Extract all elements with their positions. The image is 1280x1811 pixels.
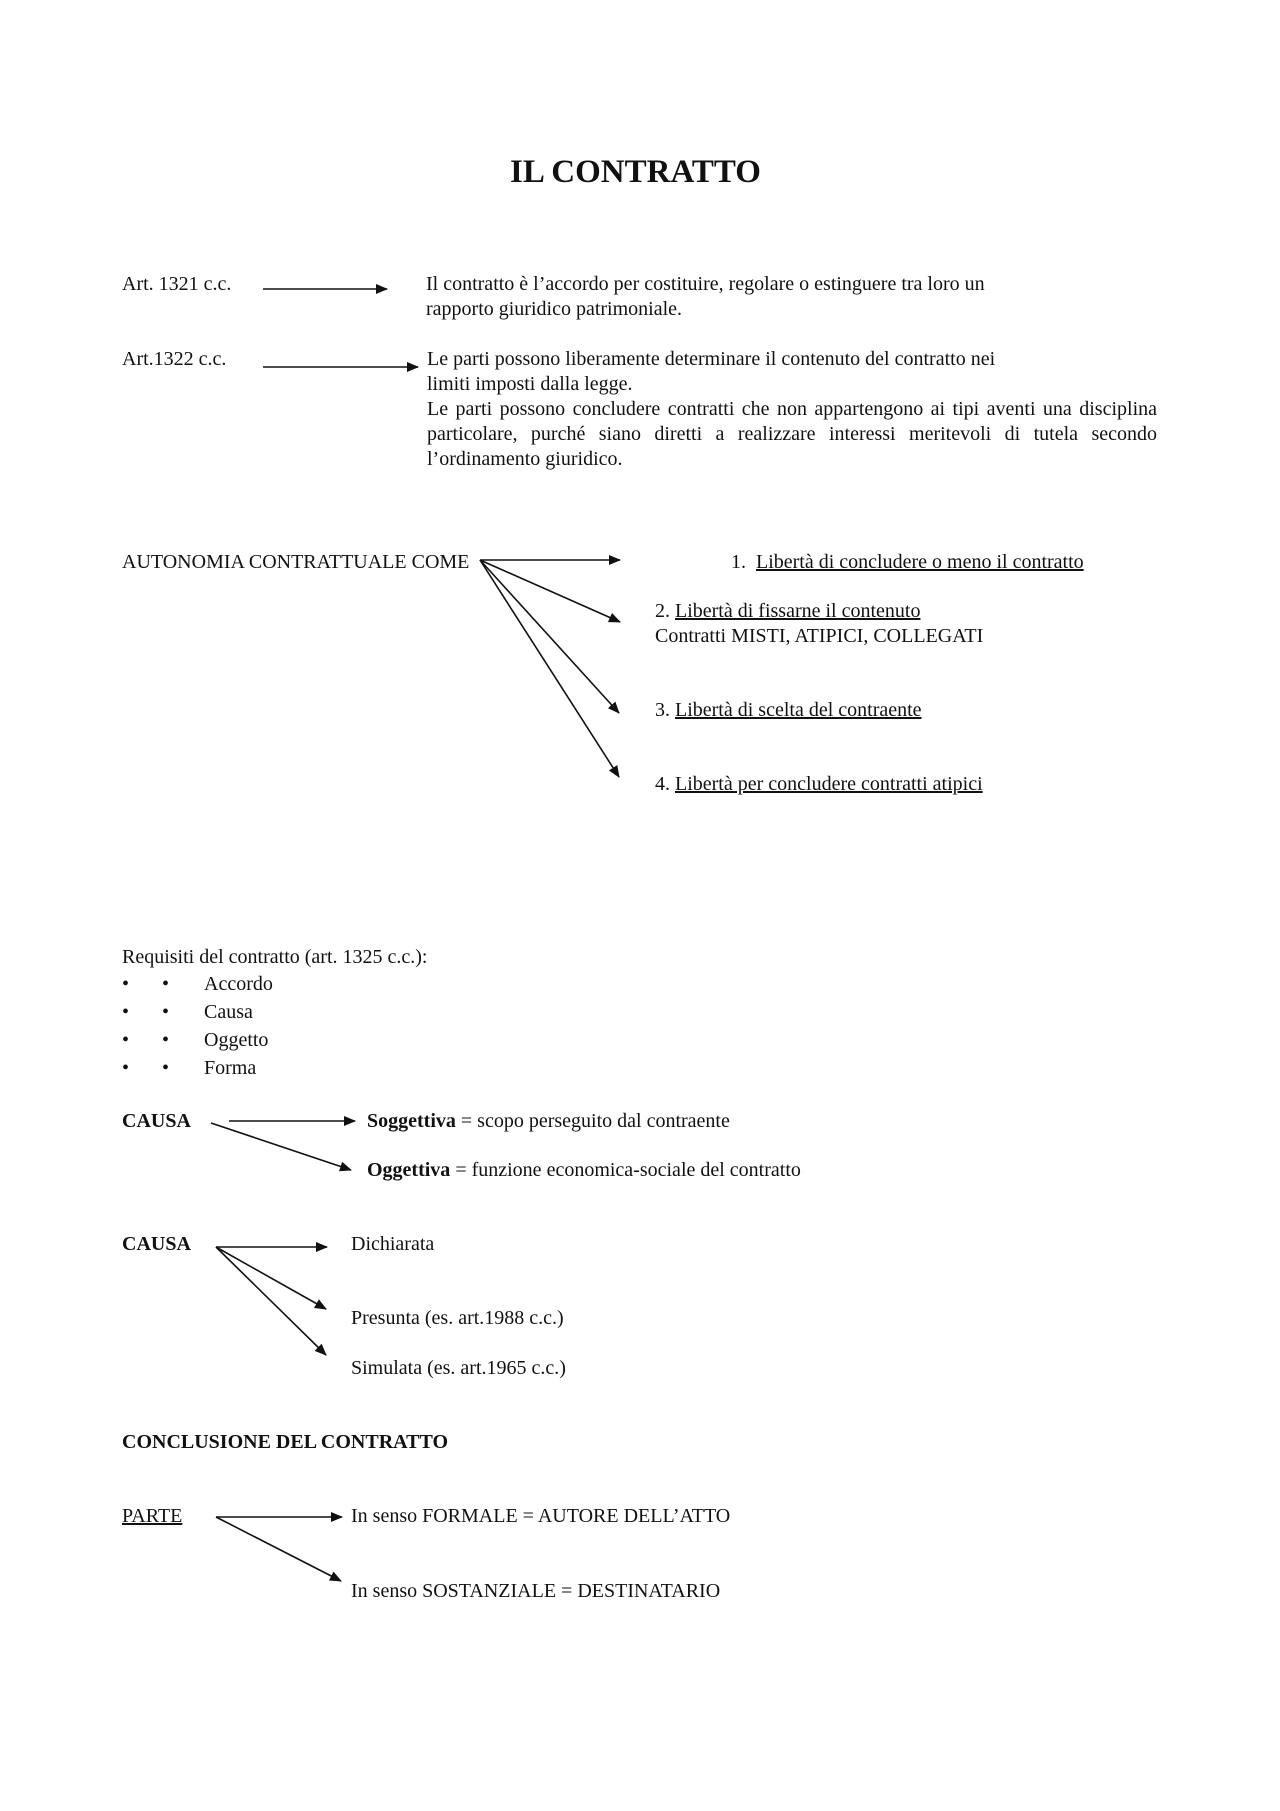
arrow-autonomia-3 bbox=[480, 560, 619, 713]
arrow-causa-oggettiva bbox=[211, 1123, 351, 1170]
requisiti-item-accordo: Accordo bbox=[204, 973, 273, 995]
autonomia-item-2-sub: Contratti MISTI, ATIPICI, COLLEGATI bbox=[655, 625, 984, 647]
article-1321-line-2: rapporto giuridico patrimoniale. bbox=[426, 298, 683, 320]
requisiti-bullet: • bbox=[162, 1057, 170, 1079]
autonomia-item-3-text: Libertà di scelta del contraente bbox=[675, 699, 922, 721]
requisiti-bullet: • bbox=[162, 1001, 170, 1023]
arrow-autonomia-4 bbox=[480, 560, 619, 777]
requisiti-bullet: • bbox=[162, 973, 170, 995]
causa-label-2: CAUSA bbox=[122, 1233, 191, 1255]
requisiti-item-oggetto: Oggetto bbox=[204, 1029, 269, 1051]
arrow-causa-presunta bbox=[216, 1247, 326, 1309]
requisiti-bullet: • bbox=[122, 1029, 130, 1051]
autonomia-item-1-text: Libertà di concludere o meno il contratto bbox=[756, 551, 1084, 573]
autonomia-item-2-num: 2. bbox=[655, 600, 670, 622]
requisiti-bullet: • bbox=[122, 1001, 130, 1023]
autonomia-item-1-num: 1. bbox=[731, 551, 746, 573]
causa-label-1: CAUSA bbox=[122, 1110, 191, 1132]
conclusione-heading: CONCLUSIONE DEL CONTRATTO bbox=[122, 1431, 448, 1453]
causa-soggettiva-def: = scopo perseguito dal contraente bbox=[455, 1110, 730, 1132]
requisiti-heading: Requisiti del contratto (art. 1325 c.c.): bbox=[122, 946, 428, 968]
causa-soggettiva-term: Soggettiva bbox=[367, 1110, 456, 1132]
parte-label: PARTE bbox=[122, 1505, 183, 1527]
article-ref-1321: Art. 1321 c.c. bbox=[122, 273, 232, 295]
article-1322-line-1: Le parti possono liberamente determinare il contenuto del contratto nei bbox=[427, 348, 996, 370]
arrow-autonomia-2 bbox=[480, 560, 620, 622]
autonomia-item-4-num: 4. bbox=[655, 773, 670, 795]
requisiti-item-forma: Forma bbox=[204, 1057, 257, 1079]
requisiti-bullet: • bbox=[122, 1057, 130, 1079]
requisiti-bullet: • bbox=[122, 973, 130, 995]
autonomia-item-3-num: 3. bbox=[655, 699, 670, 721]
autonomia-item-4-text: Libertà per concludere contratti atipici bbox=[675, 773, 983, 795]
parte-formale: In senso FORMALE = AUTORE DELL’ATTO bbox=[351, 1505, 731, 1527]
arrow-parte-sostanziale bbox=[216, 1517, 341, 1581]
causa-oggettiva-def: = funzione economica-sociale del contratto bbox=[450, 1159, 801, 1181]
article-1321-line-1: Il contratto è l’accordo per costituire, regolare o estinguere tra loro un bbox=[426, 273, 985, 295]
article-1322-line-2: limiti imposti dalla legge. bbox=[427, 373, 633, 395]
causa-presunta: Presunta (es. art.1988 c.c.) bbox=[351, 1307, 564, 1329]
autonomia-label: AUTONOMIA CONTRATTUALE COME bbox=[122, 551, 470, 573]
causa-oggettiva-term: Oggettiva bbox=[367, 1159, 451, 1181]
arrow-causa-simulata bbox=[216, 1247, 326, 1355]
parte-sostanziale: In senso SOSTANZIALE = DESTINATARIO bbox=[351, 1580, 721, 1602]
article-1322-paragraph: Le parti possono concludere contratti che non appartengono ai tipi aventi una disciplina particolare, purché siano diretti a realizzare interessi meritevoli di tutela secondo l’ordinamento giuridico. bbox=[427, 398, 1157, 470]
article-ref-1322: Art.1322 c.c. bbox=[122, 348, 227, 370]
causa-simulata: Simulata (es. art.1965 c.c.) bbox=[351, 1357, 566, 1379]
requisiti-item-causa: Causa bbox=[204, 1001, 253, 1023]
requisiti-bullet: • bbox=[162, 1029, 170, 1051]
causa-dichiarata: Dichiarata bbox=[351, 1233, 435, 1255]
autonomia-item-2-text: Libertà di fissarne il contenuto bbox=[675, 600, 921, 622]
page-title: IL CONTRATTO bbox=[510, 154, 761, 190]
